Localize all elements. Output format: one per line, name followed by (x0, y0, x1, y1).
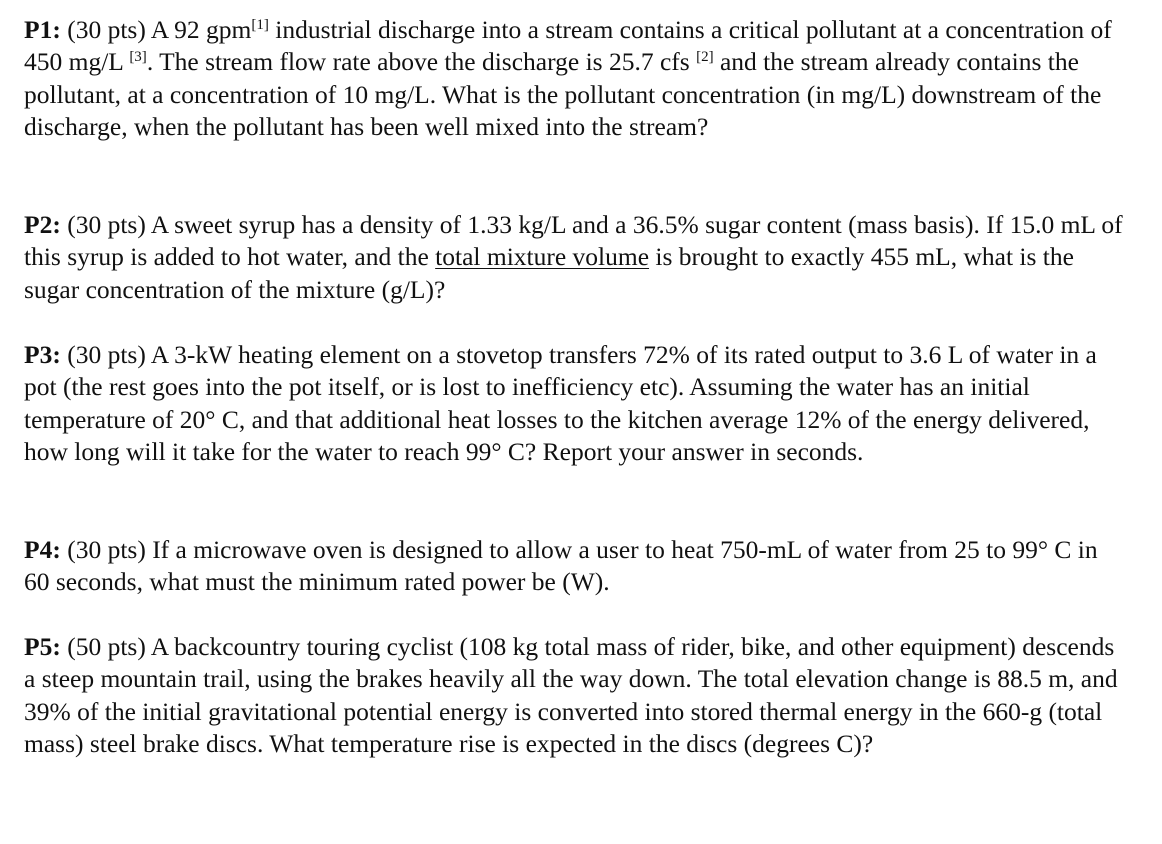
problem-1-label: P1: (24, 15, 61, 44)
problem-5-label: P5: (24, 632, 61, 661)
problem-1-text-c: . The stream flow rate above the discharge is 25.7 cfs (146, 47, 697, 77)
underlined-term: total mixture volume (435, 242, 650, 272)
problem-5-text: (50 pts) A backcountry touring cyclist (108 kg total mass of rider, bike, and other equipment) descends a steep mountain trail, using the brakes heavily all the way down. The total elevation change is 88.5 m, and 39% of the initial gravitational potential energy is converted into stored thermal energy in the 660-g (total mass) steel brake discs. What temperature rise is expected in the discs (degrees C)? (24, 632, 1118, 759)
problem-3-label: P3: (24, 340, 61, 369)
footnote-ref-3: [3] (129, 49, 147, 66)
problem-1-text-a: (30 pts) A 92 gpm (60, 15, 252, 44)
problem-2-text-a: (30 pts) A sweet syrup has a density of 1.33 kg/L and a 36.5% sugar content (mass basis). If 15.0 mL of this syrup is added to hot water, and the (24, 210, 1123, 272)
problem-1 (24, 14, 1124, 144)
problem-4-label: P4: (24, 535, 61, 564)
problem-1-text-b: industrial discharge into a stream contains a critical pollutant at a concentration of 450 mg/L (24, 15, 1112, 77)
footnote-ref-2: [2] (696, 49, 714, 66)
problem-4-text: (30 pts) If a microwave oven is designed to allow a user to heat 750-mL of water from 25 to 99° C in 60 seconds, what must the minimum rated power be (W). (24, 535, 1098, 597)
problem-2-label: P2: (24, 210, 61, 239)
problem-2-text-b: is brought to exactly 455 mL, what is the sugar concentration of the mixture (g/L)? (24, 242, 1074, 304)
problem-4 (24, 534, 1124, 599)
problem-2 (24, 209, 1124, 306)
footnote-ref-1: [1] (251, 17, 269, 33)
problem-3-text: (30 pts) A 3-kW heating element on a stovetop transfers 72% of its rated output to 3.6 L of water in a pot (the rest goes into the pot itself, or is lost to inefficiency etc). Assuming the water has an initial temperature of 20° C, and that additional heat losses to the kitchen average 12% of the energy delivered, how long will it take for the water to reach 99° C? Report your answer in seconds. (24, 340, 1097, 467)
problem-5 (24, 631, 1124, 761)
problem-3 (24, 339, 1124, 469)
problem-1-text-d: and the stream already contains the pollutant, at a concentration of 10 mg/L. What is the pollutant concentration (in mg/L) downstream of the discharge, when the pollutant has been well mixed into the stream? (24, 47, 1102, 142)
